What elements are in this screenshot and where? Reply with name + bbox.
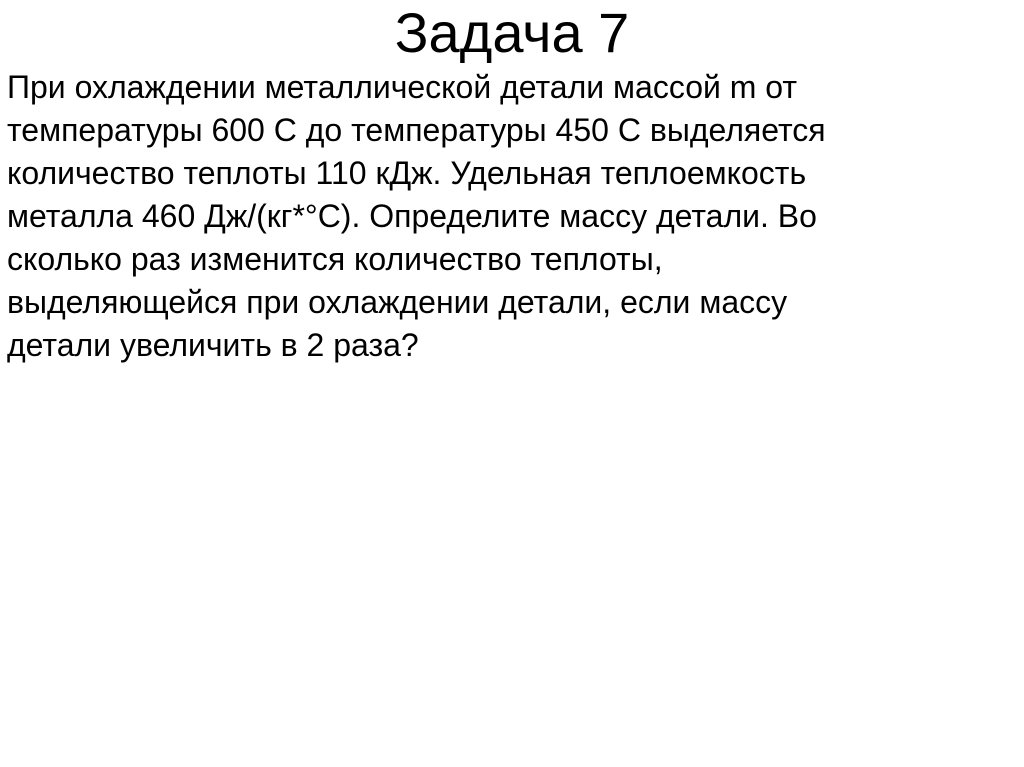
- problem-text-line: детали увеличить в 2 раза?: [7, 327, 419, 363]
- problem-text-line: количество теплоты 110 кДж. Удельная теплоемкость: [7, 155, 807, 191]
- problem-text-line: температуры 600 С до температуры 450 С выделяется: [7, 112, 826, 148]
- problem-text-line: выделяющейся при охлаждении детали, если массу: [7, 284, 788, 320]
- problem-text-line: сколько раз изменится количество теплоты,: [7, 241, 663, 277]
- problem-text-line: При охлаждении металлической детали массой m от: [7, 69, 798, 105]
- slide-title: Задача 7: [394, 1, 630, 64]
- problem-text: [0, 66, 1024, 367]
- problem-text-line: металла 460 Дж/(кг*°С). Определите массу детали. Во: [7, 198, 817, 234]
